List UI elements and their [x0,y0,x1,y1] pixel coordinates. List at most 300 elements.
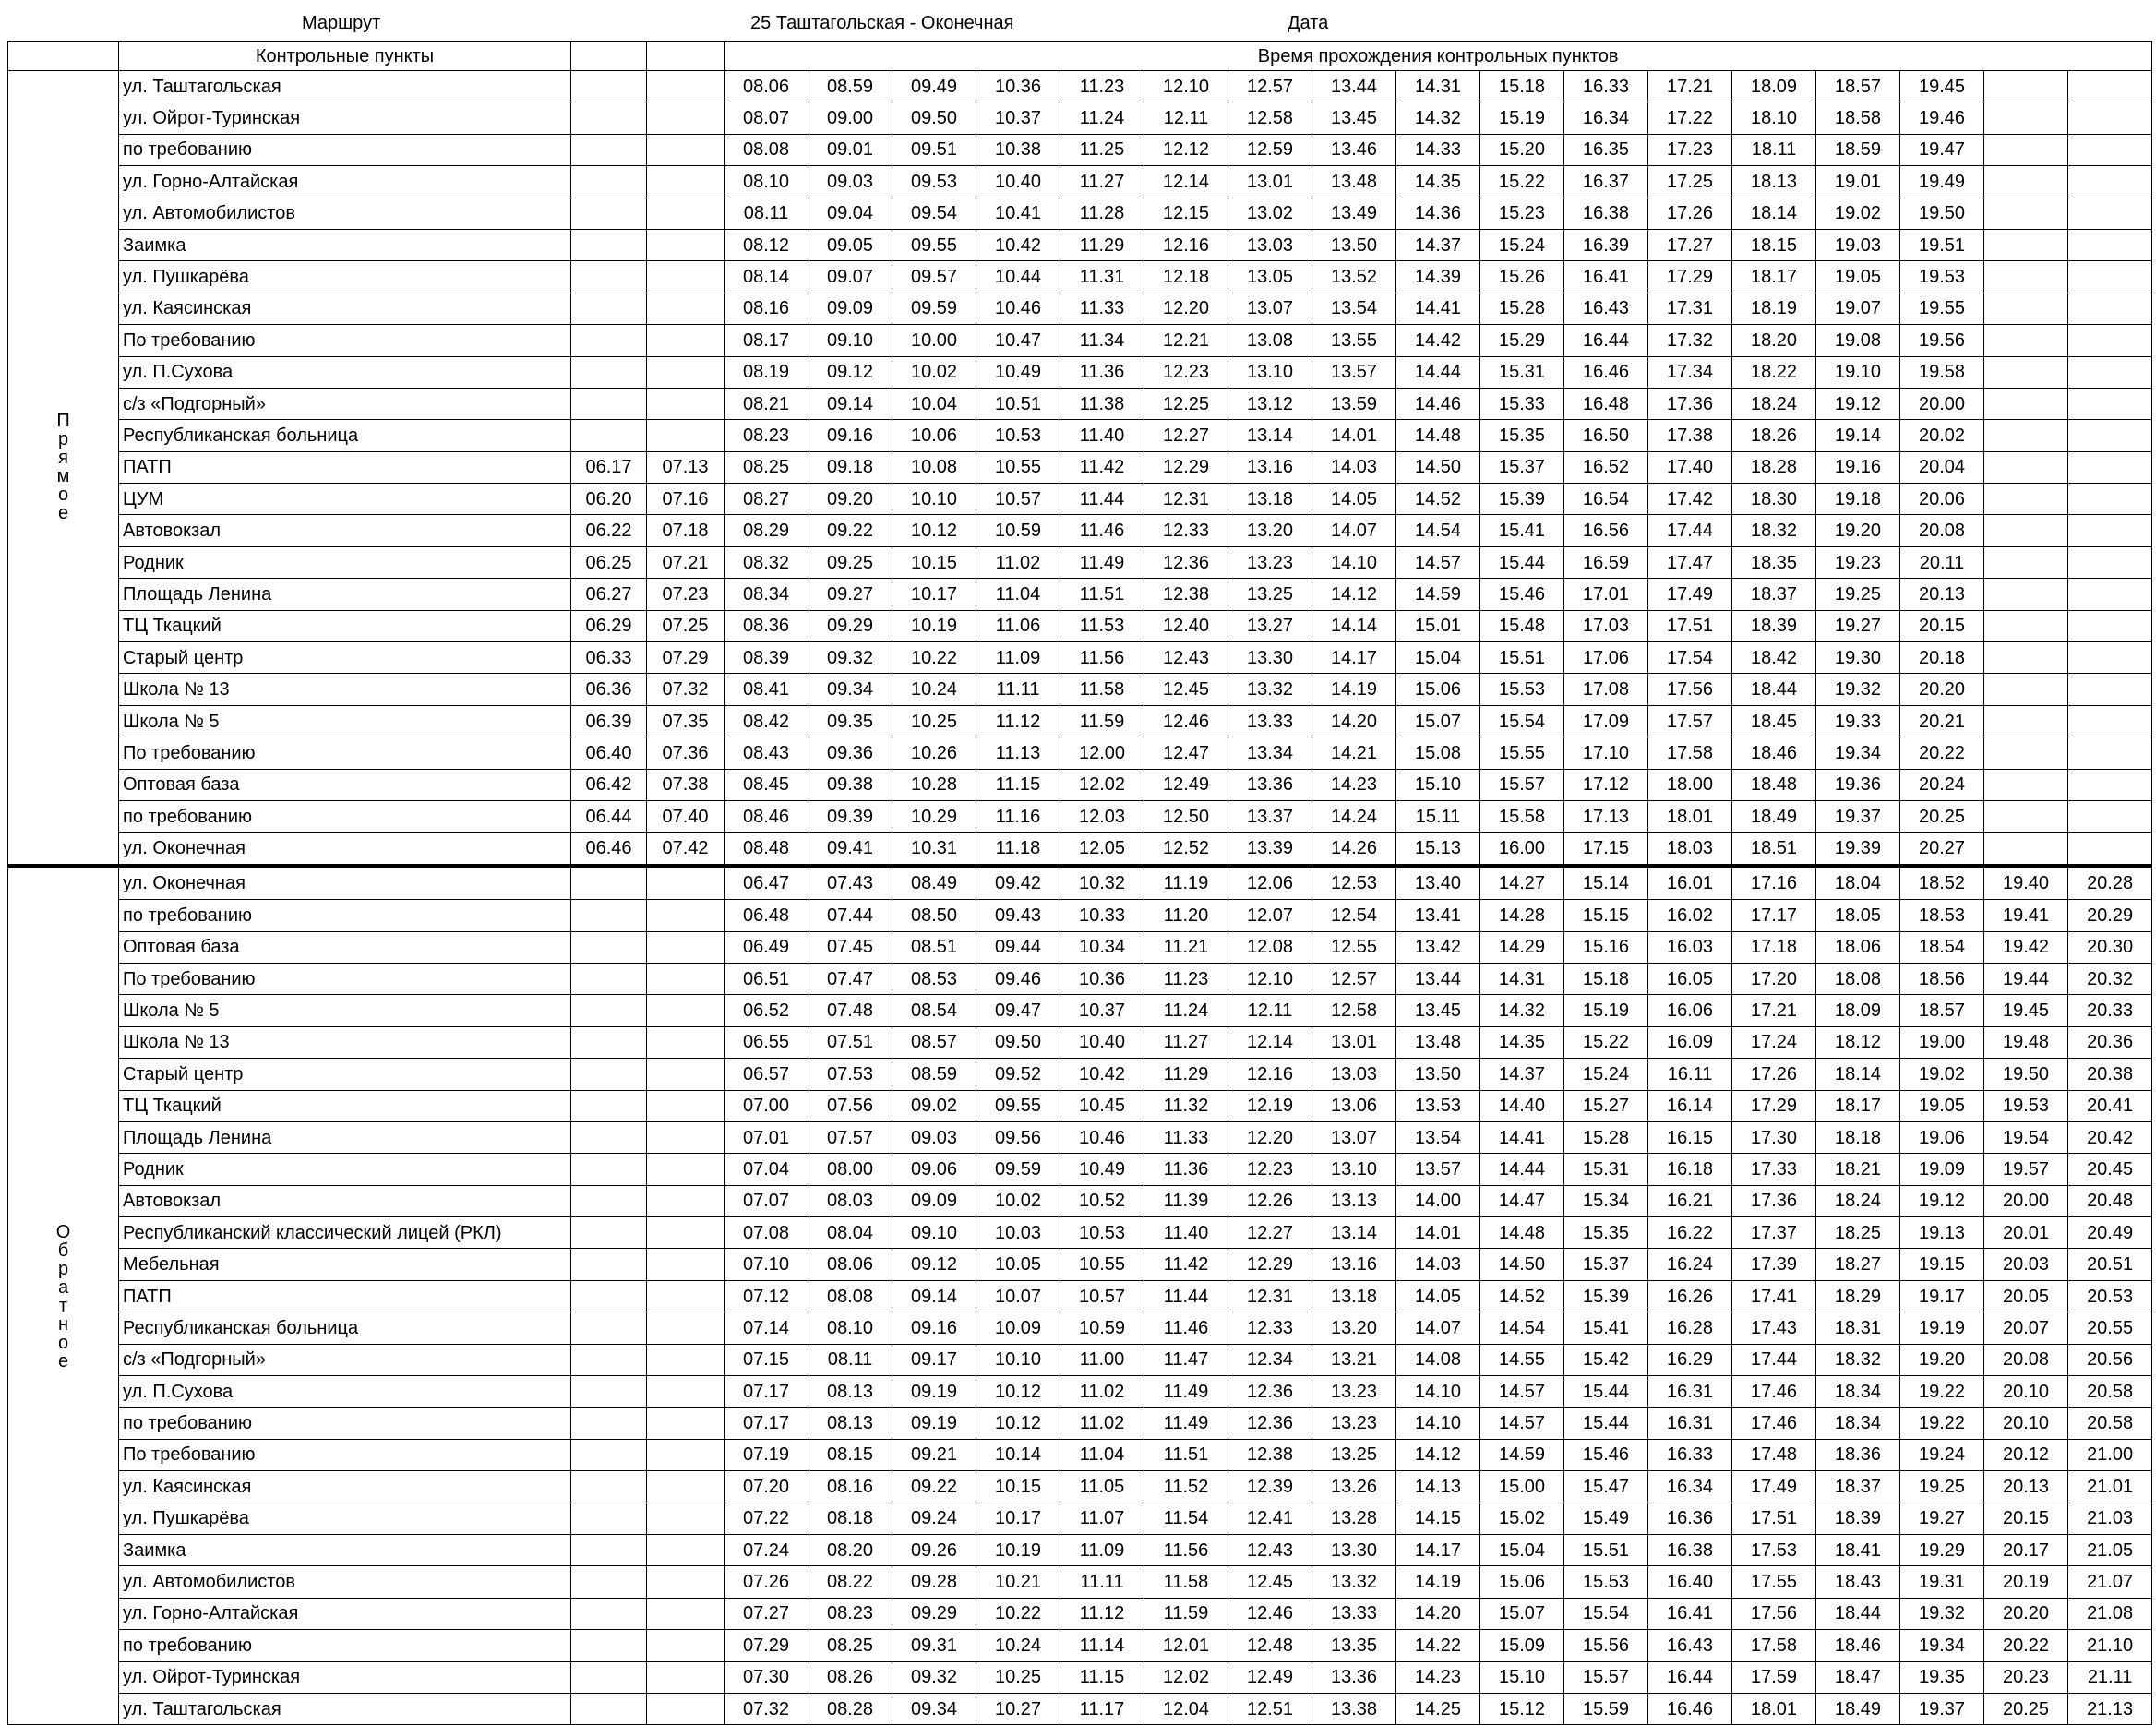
time-cell: 15.18 [1480,71,1564,102]
time-cell: 13.36 [1312,1661,1396,1693]
time-cell: 10.24 [892,674,976,705]
time-cell: 08.46 [725,800,808,832]
time-cell: 19.51 [1900,229,1984,260]
time-cell: 20.02 [1900,420,1984,451]
time-cell: 19.02 [1816,198,1900,229]
time-cell: 13.14 [1228,420,1312,451]
time-cell: 10.25 [976,1661,1060,1693]
time-cell [1984,198,2068,229]
forward-row [8,293,2152,324]
time-cell: 06.40 [571,737,647,769]
time-cell [1984,356,2068,388]
time-cell: 13.03 [1312,1059,1396,1090]
time-cell: 14.05 [1312,484,1396,515]
time-cell: 16.41 [1564,261,1648,293]
time-cell: 11.56 [1144,1534,1228,1565]
time-cell: 18.42 [1732,642,1816,674]
time-cell: 09.51 [892,134,976,165]
stop-name: Республиканская больница [119,1312,571,1344]
time-cell: 18.06 [1816,931,1900,963]
time-cell: 14.35 [1396,166,1480,198]
backward-row [8,1121,2152,1153]
time-cell: 08.45 [725,769,808,800]
time-cell: 14.10 [1396,1376,1480,1408]
time-cell [1984,229,2068,260]
backward-row [8,1344,2152,1375]
time-cell: 11.04 [976,579,1060,610]
time-cell: 14.48 [1396,420,1480,451]
time-cell: 14.36 [1396,198,1480,229]
time-cell: 11.14 [1060,1630,1144,1661]
time-cell: 08.48 [725,833,808,866]
time-cell: 12.58 [1312,995,1396,1026]
time-cell: 09.29 [808,610,892,641]
time-cell: 11.53 [1060,610,1144,641]
forward-row [8,71,2152,102]
time-cell: 10.10 [892,484,976,515]
time-cell [571,1566,647,1598]
time-cell: 13.41 [1396,900,1480,931]
time-cell: 15.06 [1396,674,1480,705]
time-cell: 07.18 [647,515,725,546]
stop-name: ул. Пушкарёва [119,261,571,293]
time-cell: 11.02 [1060,1376,1144,1408]
time-cell: 13.25 [1312,1439,1396,1470]
time-cell: 12.23 [1144,356,1228,388]
time-cell: 13.23 [1312,1376,1396,1408]
time-cell: 15.44 [1564,1408,1648,1439]
time-cell: 19.12 [1900,1185,1984,1216]
time-cell: 18.57 [1816,71,1900,102]
time-cell: 20.24 [1900,769,1984,800]
time-cell: 18.49 [1732,800,1816,832]
time-cell: 14.48 [1480,1217,1564,1249]
time-cell: 14.12 [1396,1439,1480,1470]
date-label: Дата [1288,13,1329,33]
time-cell: 19.01 [1816,166,1900,198]
time-cell: 07.19 [725,1439,808,1470]
time-cell [1984,833,2068,866]
stop-name: ул. Горно-Алтайская [119,166,571,198]
direction-letter: б [57,1240,69,1261]
time-cell: 18.58 [1816,102,1900,134]
time-cell: 14.31 [1480,963,1564,994]
time-cell: 11.11 [1060,1566,1144,1598]
time-cell: 11.12 [1060,1598,1144,1629]
time-cell: 18.37 [1816,1471,1900,1503]
time-cell: 19.49 [1900,166,1984,198]
stop-name: ТЦ Ткацкий [119,610,571,641]
time-cell [647,995,725,1026]
time-cell: 17.12 [1564,769,1648,800]
times-header: Время прохождения контрольных пунктов [725,42,2152,71]
time-cell: 12.50 [1144,800,1228,832]
time-cell: 07.40 [647,800,725,832]
time-cell: 20.49 [2068,1217,2152,1249]
time-cell: 09.24 [892,1503,976,1534]
time-cell: 14.52 [1396,484,1480,515]
time-cell: 16.03 [1648,931,1732,963]
time-cell: 15.47 [1564,1471,1648,1503]
time-cell: 12.11 [1228,995,1312,1026]
backward-row [8,931,2152,963]
time-cell: 11.09 [1060,1534,1144,1565]
time-cell: 11.40 [1060,420,1144,451]
time-cell: 08.11 [725,198,808,229]
time-cell: 07.30 [725,1661,808,1693]
time-cell: 14.03 [1396,1249,1480,1280]
time-cell: 09.35 [808,705,892,737]
time-cell: 15.55 [1480,737,1564,769]
time-cell: 13.18 [1228,484,1312,515]
time-cell [647,1661,725,1693]
time-cell: 16.34 [1648,1471,1732,1503]
time-cell [571,1376,647,1408]
time-cell [1984,325,2068,356]
time-cell: 10.19 [976,1534,1060,1565]
forward-row [8,261,2152,293]
time-cell [1984,484,2068,515]
time-cell [2068,484,2152,515]
time-cell: 06.52 [725,995,808,1026]
time-cell: 07.47 [808,963,892,994]
time-cell: 18.57 [1900,995,1984,1026]
time-cell: 12.10 [1144,71,1228,102]
time-cell: 16.40 [1648,1566,1732,1598]
time-cell [2068,451,2152,483]
time-cell: 12.39 [1228,1471,1312,1503]
time-cell: 15.48 [1480,610,1564,641]
time-cell: 14.31 [1396,71,1480,102]
time-cell: 18.35 [1732,546,1816,578]
time-cell: 09.22 [808,515,892,546]
time-cell: 12.40 [1144,610,1228,641]
time-cell: 18.01 [1732,1693,1816,1724]
time-cell: 18.05 [1816,900,1900,931]
time-cell: 09.19 [892,1376,976,1408]
time-cell [2068,325,2152,356]
time-cell: 11.32 [1144,1090,1228,1121]
time-cell: 17.36 [1732,1185,1816,1216]
time-cell: 17.20 [1732,963,1816,994]
time-cell: 11.29 [1144,1059,1228,1090]
time-cell: 10.22 [892,642,976,674]
time-cell [571,900,647,931]
time-cell [1984,674,2068,705]
direction-letter: т [58,1295,68,1316]
time-cell: 08.25 [808,1630,892,1661]
time-cell: 15.27 [1564,1090,1648,1121]
time-cell [647,420,725,451]
time-cell: 20.25 [1900,800,1984,832]
time-cell: 17.51 [1732,1503,1816,1534]
time-cell: 15.29 [1480,325,1564,356]
time-cell: 11.58 [1144,1566,1228,1598]
time-cell: 15.24 [1480,229,1564,260]
time-cell: 18.59 [1816,134,1900,165]
time-cell: 19.27 [1816,610,1900,641]
forward-row [8,610,2152,641]
time-cell: 10.02 [976,1185,1060,1216]
time-cell: 16.01 [1648,866,1732,899]
time-cell: 11.39 [1144,1185,1228,1216]
time-cell: 13.18 [1312,1280,1396,1312]
time-cell: 20.10 [1984,1408,2068,1439]
time-cell: 11.25 [1060,134,1144,165]
time-cell: 15.09 [1480,1630,1564,1661]
time-cell: 16.54 [1564,484,1648,515]
forward-row [8,642,2152,674]
time-cell: 15.11 [1396,800,1480,832]
time-cell: 19.56 [1900,325,1984,356]
time-cell: 09.57 [892,261,976,293]
time-cell: 10.19 [892,610,976,641]
time-cell: 08.51 [892,931,976,963]
time-cell: 19.54 [1984,1121,2068,1153]
stop-name: Мебельная [119,1249,571,1280]
time-cell: 20.12 [1984,1439,2068,1470]
forward-row [8,229,2152,260]
time-cell: 10.27 [976,1693,1060,1724]
time-cell: 11.31 [1060,261,1144,293]
time-cell: 07.22 [725,1503,808,1534]
time-cell: 19.08 [1816,325,1900,356]
stop-name: Оптовая база [119,931,571,963]
time-cell [1984,546,2068,578]
time-cell: 15.35 [1564,1217,1648,1249]
time-cell: 17.59 [1732,1661,1816,1693]
time-cell: 10.22 [976,1598,1060,1629]
backward-row [8,1471,2152,1503]
time-cell: 07.21 [647,546,725,578]
time-cell: 09.59 [892,293,976,324]
time-cell: 06.29 [571,610,647,641]
time-cell: 15.01 [1396,610,1480,641]
direction-letter: О [55,1221,71,1242]
time-cell: 11.11 [976,674,1060,705]
time-cell: 14.23 [1396,1661,1480,1693]
time-cell [647,963,725,994]
time-cell: 17.18 [1732,931,1816,963]
time-cell: 16.38 [1564,198,1648,229]
time-cell: 11.24 [1144,995,1228,1026]
time-cell: 12.04 [1144,1693,1228,1724]
forward-row [8,737,2152,769]
time-cell: 07.08 [725,1217,808,1249]
time-cell: 07.14 [725,1312,808,1344]
time-cell: 07.27 [725,1598,808,1629]
time-cell: 17.41 [1732,1280,1816,1312]
time-cell: 10.17 [892,579,976,610]
time-cell: 19.10 [1816,356,1900,388]
stop-name: Республиканская больница [119,420,571,451]
time-cell: 12.16 [1144,229,1228,260]
time-cell: 20.38 [2068,1059,2152,1090]
time-cell: 10.57 [1060,1280,1144,1312]
stop-name: Родник [119,1154,571,1185]
time-cell: 19.27 [1900,1503,1984,1534]
time-cell: 10.55 [976,451,1060,483]
time-cell: 19.39 [1816,833,1900,866]
time-cell: 13.36 [1228,769,1312,800]
time-cell [647,1503,725,1534]
time-cell: 14.17 [1396,1534,1480,1565]
time-cell: 11.07 [1060,1503,1144,1534]
time-cell: 14.46 [1396,388,1480,419]
time-cell: 08.18 [808,1503,892,1534]
time-cell: 10.59 [976,515,1060,546]
time-cell: 07.51 [808,1026,892,1058]
time-cell: 11.33 [1060,293,1144,324]
time-cell: 19.34 [1900,1630,1984,1661]
time-cell: 13.26 [1312,1471,1396,1503]
time-cell: 13.44 [1312,71,1396,102]
time-cell: 09.19 [892,1408,976,1439]
time-cell: 10.25 [892,705,976,737]
time-cell: 07.01 [725,1121,808,1153]
direction-letter: е [57,1350,69,1372]
time-cell: 19.25 [1900,1471,1984,1503]
time-cell: 14.29 [1480,931,1564,963]
time-cell: 14.10 [1396,1408,1480,1439]
time-cell: 07.29 [725,1630,808,1661]
time-cell: 12.36 [1144,546,1228,578]
time-cell: 17.32 [1648,325,1732,356]
time-cell: 08.10 [725,166,808,198]
time-cell: 18.12 [1816,1026,1900,1058]
time-cell: 09.14 [808,388,892,419]
stop-name: Заимка [119,229,571,260]
time-cell [571,1090,647,1121]
time-cell: 07.45 [808,931,892,963]
time-cell: 08.16 [808,1471,892,1503]
time-cell: 15.28 [1564,1121,1648,1153]
time-cell: 20.21 [1900,705,1984,737]
time-cell: 14.59 [1480,1439,1564,1470]
time-cell: 19.36 [1816,769,1900,800]
time-cell: 20.08 [1900,515,1984,546]
time-cell: 10.14 [976,1439,1060,1470]
time-cell: 20.51 [2068,1249,2152,1280]
time-cell: 15.13 [1396,833,1480,866]
time-cell: 10.04 [892,388,976,419]
time-cell [2068,833,2152,866]
time-cell: 20.20 [1984,1598,2068,1629]
time-cell: 10.36 [1060,963,1144,994]
backward-row [8,1439,2152,1470]
time-cell: 20.28 [2068,866,2152,899]
time-cell [647,1026,725,1058]
time-cell: 13.13 [1312,1185,1396,1216]
time-cell: 06.39 [571,705,647,737]
time-cell: 09.22 [892,1471,976,1503]
time-cell: 10.51 [976,388,1060,419]
backward-direction-label [8,866,119,1725]
time-cell: 15.53 [1564,1566,1648,1598]
time-cell: 11.46 [1060,515,1144,546]
time-cell: 07.25 [647,610,725,641]
time-cell: 18.21 [1816,1154,1900,1185]
time-cell: 15.14 [1564,866,1648,899]
time-cell: 07.38 [647,769,725,800]
time-cell: 15.24 [1564,1059,1648,1090]
time-cell: 08.23 [808,1598,892,1629]
time-cell: 07.35 [647,705,725,737]
forward-row [8,769,2152,800]
stop-name: Оптовая база [119,769,571,800]
time-cell: 17.06 [1564,642,1648,674]
stop-name: ПАТП [119,1280,571,1312]
time-cell [571,1439,647,1470]
stop-name: ул. Оконечная [119,833,571,866]
time-cell: 17.23 [1648,134,1732,165]
time-cell: 16.46 [1648,1693,1732,1724]
direction-letter: р [57,1258,69,1279]
time-cell: 07.16 [647,484,725,515]
time-cell: 13.30 [1228,642,1312,674]
time-cell: 17.46 [1732,1408,1816,1439]
time-cell [571,1471,647,1503]
time-cell: 08.59 [892,1059,976,1090]
time-cell: 17.49 [1648,579,1732,610]
forward-row [8,800,2152,832]
stop-name: по требованию [119,800,571,832]
time-cell: 08.27 [725,484,808,515]
time-cell: 15.16 [1564,931,1648,963]
time-cell [647,1630,725,1661]
time-cell: 11.36 [1144,1154,1228,1185]
time-cell: 18.44 [1732,674,1816,705]
time-cell: 10.44 [976,261,1060,293]
time-cell: 09.04 [808,198,892,229]
time-cell: 10.46 [1060,1121,1144,1153]
time-cell: 20.53 [2068,1280,2152,1312]
time-cell: 14.41 [1480,1121,1564,1153]
time-cell: 08.11 [808,1344,892,1375]
time-cell: 13.01 [1312,1026,1396,1058]
time-cell: 20.18 [1900,642,1984,674]
backward-row [8,1376,2152,1408]
time-cell: 17.21 [1648,71,1732,102]
time-cell: 10.45 [1060,1090,1144,1121]
time-cell: 06.27 [571,579,647,610]
time-cell: 06.48 [725,900,808,931]
time-cell: 17.46 [1732,1376,1816,1408]
time-cell: 16.50 [1564,420,1648,451]
time-cell: 16.18 [1648,1154,1732,1185]
time-cell: 13.07 [1312,1121,1396,1153]
time-cell: 17.34 [1648,356,1732,388]
time-cell: 10.59 [1060,1312,1144,1344]
stop-name: ул. Ойрот-Туринская [119,1661,571,1693]
time-cell: 16.00 [1480,833,1564,866]
time-cell: 16.06 [1648,995,1732,1026]
time-cell [647,866,725,899]
time-cell: 08.13 [808,1376,892,1408]
time-cell: 13.34 [1228,737,1312,769]
time-cell: 17.26 [1648,198,1732,229]
time-cell: 15.31 [1564,1154,1648,1185]
time-cell: 14.57 [1480,1376,1564,1408]
time-cell: 14.32 [1480,995,1564,1026]
time-cell: 12.46 [1228,1598,1312,1629]
header-corner-cell [8,42,119,71]
time-cell: 09.14 [892,1280,976,1312]
time-cell: 07.17 [725,1408,808,1439]
time-cell: 13.21 [1312,1344,1396,1375]
route-label: Маршрут [302,13,381,33]
time-cell [2068,642,2152,674]
